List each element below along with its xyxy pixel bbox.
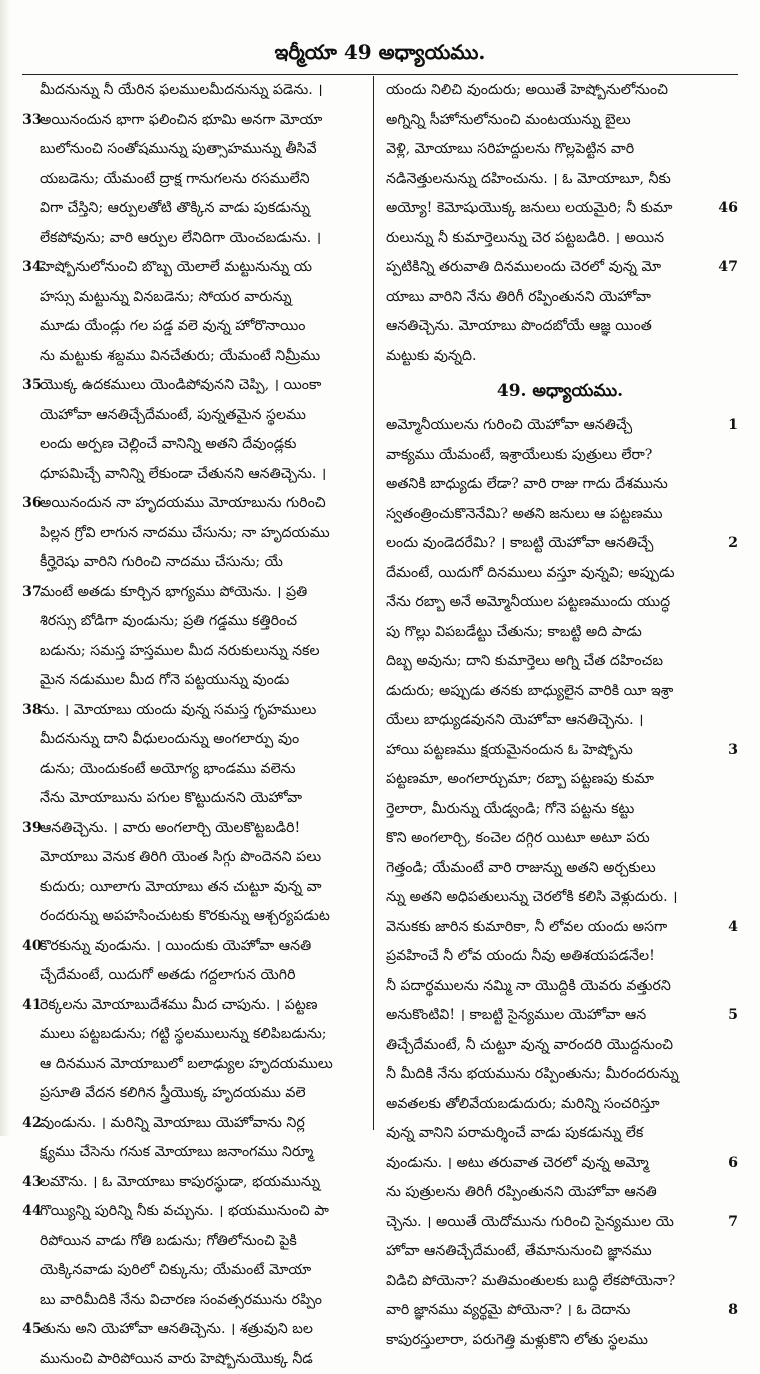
text-line (22, 1138, 366, 1168)
line-text: లమౌను. । ఓ మోయాబు కాపురస్థుడా, భయమున్ను (40, 1168, 366, 1198)
line-text: మీదనున్ను నీ యేరిన ఫలములమీదనున్ను పడెను. । (40, 76, 366, 106)
text-line (382, 441, 738, 471)
line-text: విగా చేస్తిని; ఆర్పులతోటి తొక్కిన వాడు పుకడున్ను (40, 194, 366, 224)
text-line (382, 135, 738, 165)
line-text: హాయి పట్టణము క్షయమైనందున ఓ హెష్బోను (386, 736, 718, 766)
line-text: వాక్యము యేమంటే, ఇశ్రాయేలుకు పుత్రులు లేరా? (386, 441, 718, 471)
line-text: అతనికి బాధ్యుడు లేడా? వారి రాజు గాదు దేశమును (386, 470, 718, 500)
text-line (22, 1256, 366, 1286)
line-text: గొయ్యిన్ని పురిన్ని నీకు వచ్చును. । భయమునుంచి పా (40, 1197, 366, 1227)
verse-number: 7 (728, 1208, 738, 1238)
line-text: పు గొల్లు విపబడేట్టు చేతును; కాబట్టి అది పాడు (386, 618, 718, 648)
verse-number: 37 (22, 578, 42, 608)
line-text: రెక్కలను మోయాబుదేశము మీద చాపును. । పట్టణ (40, 991, 366, 1021)
line-text: లేకపోవును; వారి ఆర్పుల లేనిదిగా యెంచబడును. । (40, 224, 366, 254)
text-line (22, 1227, 366, 1257)
text-line (22, 637, 366, 667)
text-line (382, 736, 738, 766)
line-text: గెత్తండి; యేమంటే వారి రాజున్ను అతని అర్చకులు (386, 854, 718, 884)
text-line (382, 1060, 738, 1090)
text-line (22, 1020, 366, 1050)
verse-number: 8 (728, 1296, 738, 1326)
text-line (22, 666, 366, 696)
verse-number: 36 (22, 489, 42, 519)
line-text: ములు పట్టబడును; గట్టి స్థలములున్ను కలిపిబడును; (40, 1020, 366, 1050)
text-line (22, 342, 366, 372)
line-text: యబడెను; యేమంటే ద్రాక్ష గానుగలను రసములేని (40, 165, 366, 195)
text-line (22, 873, 366, 903)
text-line (382, 1208, 738, 1238)
verse-number: 35 (22, 371, 42, 401)
line-text: బడును; సమస్త హస్తముల మీద నరుకులున్ను నకల (40, 637, 366, 667)
text-line (382, 1326, 738, 1356)
text-line (22, 1345, 366, 1374)
text-line (22, 725, 366, 755)
text-line (22, 696, 366, 726)
line-text: వున్న వానిని పరామర్శించే వాడు పుకడున్ను లేక (386, 1119, 718, 1149)
text-line (382, 588, 738, 618)
text-line (22, 135, 366, 165)
text-line (382, 618, 738, 648)
verse-number: 46 (718, 194, 738, 224)
line-text: న్ను అతని అధిపతులున్ను చెరలోకి కలిసి వెళ్లుదురు. । (386, 883, 718, 913)
line-text: బు వారిమీదికి నేను విచారణ సంవత్సరమును రప్పిం (40, 1286, 366, 1316)
line-text: మట్టుకు వున్నది. (386, 342, 718, 372)
right-column (382, 76, 738, 1130)
line-text: యందు నిలిచి వుందురు; అయితే హెష్బోనులోనుంచి (386, 76, 718, 106)
text-line (22, 1286, 366, 1316)
line-text: ను. । మోయాబు యందు వున్న సమస్త గృహములు (40, 696, 366, 726)
text-line (382, 76, 738, 106)
text-line (382, 1178, 738, 1208)
verse-number: 39 (22, 814, 42, 844)
line-text: అయినందున నా హృదయము మోయాబును గురించి (40, 489, 366, 519)
line-text: వెనుకకు జారిన కుమారికా, నీ లోవల యందు అసగా (386, 913, 718, 943)
verse-number: 44 (22, 1197, 42, 1227)
text-line (22, 784, 366, 814)
line-text: కాపురస్తులారా, పరుగెత్తి మళ్లుకొని లోతు స్థలము (386, 1326, 718, 1356)
scripture-page (22, 30, 738, 1130)
verse-number: 2 (728, 529, 738, 559)
text-line (382, 1149, 738, 1179)
verse-number: 5 (728, 1001, 738, 1031)
text-line (382, 972, 738, 1002)
line-text: అనుకొంటివి! । కాబట్టి సైన్యముల యెహోవా ఆన (386, 1001, 718, 1031)
text-line (22, 902, 366, 932)
line-text: ను మట్టుకు శబ్దము వినచేతురు; యేమంటే నిమ్రీము (40, 342, 366, 372)
text-line (22, 165, 366, 195)
line-text: రిపోయిన వాడు గోతి బడును; గోతిలోనుంచి పైకి (40, 1227, 366, 1257)
line-text: మీదనున్ను దాని వీధులందున్ను అంగలార్పు వుం (40, 725, 366, 755)
text-line (382, 224, 738, 254)
line-text: నీ మీదికి నేను భయమును రప్పింతును; మీరందరున్ను (386, 1060, 718, 1090)
line-text: ను పుత్రులను తిరిగీ రప్పింతునని యెహోవా ఆనతి (386, 1178, 718, 1208)
line-text: రులున్ను నీ కుమార్తెలున్ను చెర పట్టబడిరి. । అయిన (386, 224, 718, 254)
text-line (382, 942, 738, 972)
line-text: కుదురు; యీలాగు మోయాబు తన చుట్టూ వున్న వా (40, 873, 366, 903)
text-line (22, 283, 366, 313)
line-text: శిరస్సు బోడిగా వుండును; ప్రతి గడ్డము కత్తిరించ (40, 607, 366, 637)
text-line (382, 470, 738, 500)
column-divider (373, 76, 374, 1130)
line-text: ప్రవహించే నీ లోవ యందు నీవు అతిశయపడనేల! (386, 942, 718, 972)
line-text: చ్చేదేమంటే, యిదుగో అతడు గద్దలాగున యెగిరి (40, 961, 366, 991)
verse-number: 3 (728, 736, 738, 766)
text-line (382, 883, 738, 913)
text-line (22, 489, 366, 519)
line-text: కీర్హెరెషు వారిని గురించి నాదము చేసును; యే (40, 548, 366, 578)
line-text: నేను రబ్బా అనే అమ్మోనీయుల పట్టణముందు యుద్ధ (386, 588, 718, 618)
line-text: ప్రసూతి వేదన కలిగిన స్త్రీయొక్క హృదయము వలె (40, 1079, 366, 1109)
text-line (382, 824, 738, 854)
line-text: లందు అర్పణ చెల్లించే వానిన్ని అతని దేవుండ్లకు (40, 430, 366, 460)
line-text: దిబ్బ అవును; దాని కుమార్తెలు అగ్ని చేత దహించబ (386, 647, 718, 677)
text-line (22, 961, 366, 991)
line-text: తును అని యెహోవా ఆనతిచ్చెను. । శత్రువుని బల (40, 1315, 366, 1345)
text-line (382, 1001, 738, 1031)
line-text: మైన నడుముల మీద గోనె పట్టయున్ను వుండు (40, 666, 366, 696)
text-line (382, 1237, 738, 1267)
text-line (382, 1296, 738, 1326)
line-text: వెళ్లి, మోయాబు సరిహద్దులను గొల్లపెట్టిన వారి (386, 135, 718, 165)
text-line (22, 548, 366, 578)
text-line (22, 1315, 366, 1345)
verse-number: 47 (718, 253, 738, 283)
text-line (22, 1197, 366, 1227)
verse-number: 1 (728, 411, 738, 441)
verse-number: 33 (22, 106, 42, 136)
verse-number: 42 (22, 1109, 42, 1139)
line-text: యాబు వారిని నేను తిరిగీ రప్పింతునని యెహోవా (386, 283, 718, 313)
verse-number: 6 (728, 1149, 738, 1179)
page-header: ఇర్మీయా 49 అధ్యాయము. (22, 30, 738, 75)
verse-number: 45 (22, 1315, 42, 1345)
line-text: అగ్నిన్ని సీహోనులోనుంచి మంటయున్ను బైలు (386, 106, 718, 136)
text-line (22, 253, 366, 283)
right-column-top (382, 76, 738, 371)
verse-number: 41 (22, 991, 42, 1021)
text-line (382, 795, 738, 825)
two-column-body (22, 76, 738, 1130)
text-line (382, 1119, 738, 1149)
line-text: ఆనతిచ్చెను. । వారు అంగలార్చి యెలకొట్టబడిరి! (40, 814, 366, 844)
chapter-heading: 49. అధ్యాయము. (382, 371, 738, 411)
line-text: కొని అంగలార్చి, కంచెల దగ్గిర యిటూ అటూ పరు (386, 824, 718, 854)
line-text: యొక్క ఉదకములు యెండిపోవునని చెప్పి, । యింకా (40, 371, 366, 401)
text-line (22, 991, 366, 1021)
text-line (382, 677, 738, 707)
text-line (22, 312, 366, 342)
line-text: విడిచి పోయెనా? మతిమంతులకు బుద్ధి లేకపోయెనా? (386, 1267, 718, 1297)
text-line (22, 1168, 366, 1198)
line-text: రందరున్ను అపహసించుటకు కొరకున్ను ఆశ్చర్యపడుట (40, 902, 366, 932)
line-text: ఆ దినమున మోయాబులో బలాఢ్యుల హృదయములు (40, 1050, 366, 1080)
text-line (382, 411, 738, 441)
text-line (22, 430, 366, 460)
right-column-bottom (382, 411, 738, 1355)
text-line (22, 755, 366, 785)
line-text: మూడు యేండ్లు గల పడ్డ వలె వున్న హోరొనాయిం (40, 312, 366, 342)
line-text: డును; యెందుకంటే అయోగ్య భాండము వలెను (40, 755, 366, 785)
text-line (22, 371, 366, 401)
text-line (22, 106, 366, 136)
text-line (382, 854, 738, 884)
line-text: పిల్లన గ్రోవి లాగున నాదము చేసును; నా హృదయము (40, 519, 366, 549)
line-text: వారి జ్ఞానము వ్యర్థమై పోయెనా? । ఓ దెదాను (386, 1296, 718, 1326)
verse-number: 38 (22, 696, 42, 726)
line-text: వుండును. । అటు తరువాత చెరలో వున్న అమ్మో (386, 1149, 718, 1179)
text-line (382, 765, 738, 795)
line-text: హోవా ఆనతిచ్చేదేమంటే, తేమానునుంచి జ్ఞానము (386, 1237, 718, 1267)
text-line (22, 460, 366, 490)
line-text: దేమంటే, యిదుగో దినములు వస్తూ వున్నవి; అప్పుడు (386, 559, 718, 589)
line-text: స్వతంత్రించుకొనెనేమి? అతని జనులు ఆ పట్టణము (386, 500, 718, 530)
text-line (22, 932, 366, 962)
text-line (382, 194, 738, 224)
line-text: నీ పదార్థములను నమ్మి నా యొద్దికి యెవరు వత్తురని (386, 972, 718, 1002)
line-text: నేను మోయాబును పగుల కొట్టుదునని యెహోవా (40, 784, 366, 814)
verse-number: 40 (22, 932, 42, 962)
line-text: మునుంచి పారిపోయిన వారు హెష్బోనుయొక్క నీడ (40, 1345, 366, 1374)
line-text: అయినందున భాగా ఫలించిన భూమి అనగా మోయా (40, 106, 366, 136)
line-text: నడినెత్తులనున్ను దహించును. । ఓ మోయాబూ, నీకు (386, 165, 718, 195)
line-text: హస్సు మట్టున్ను వినబడెను; సోయర వారున్ను (40, 283, 366, 313)
text-line (22, 519, 366, 549)
text-line (382, 706, 738, 736)
verse-number: 4 (728, 913, 738, 943)
text-line (382, 342, 738, 372)
left-column (22, 76, 366, 1130)
line-text: ర్తెలారా, మీరున్ను యేడ్వండి; గోనె పట్టను కట్టు (386, 795, 718, 825)
page-binding-shadow (0, 0, 10, 1136)
text-line (22, 578, 366, 608)
line-text: పట్టణమా, అంగలార్చుమా; రబ్బా పట్టణపు కుమా (386, 765, 718, 795)
text-line (382, 165, 738, 195)
line-text: డుదురు; అప్పుడు తనకు బాధ్యులైన వారికి యీ ఇశ్రా (386, 677, 718, 707)
text-line (22, 1050, 366, 1080)
text-line (22, 76, 366, 106)
verse-number: 34 (22, 253, 42, 283)
line-text: మోయాబు వెనుక తిరిగి యెంత సిగ్గు పొందెనని పలు (40, 843, 366, 873)
text-line (22, 194, 366, 224)
line-text: కొరకున్ను వుండును. । యిందుకు యెహోవా ఆనతి (40, 932, 366, 962)
text-line (382, 529, 738, 559)
line-text: క్ష్యము చేసెను గనుక మోయాబు జనాంగము నిర్మూ (40, 1138, 366, 1168)
line-text: ధూపమిచ్చే వానిన్ని లేకుండా చేతునని ఆనతిచ్చెను. । (40, 460, 366, 490)
line-text: యెహోవా ఆనతిచ్చేదేమంటే, పున్నతమైన స్థలము (40, 401, 366, 431)
text-line (382, 647, 738, 677)
line-text: యెక్కినవాడు పురిలో చిక్కును; యేమంటే మోయా (40, 1256, 366, 1286)
text-line (22, 814, 366, 844)
text-line (22, 843, 366, 873)
text-line (382, 913, 738, 943)
text-line (22, 1079, 366, 1109)
line-text: లందు వుండెదరేమి? । కాబట్టి యెహోవా ఆనతిచ్చే (386, 529, 718, 559)
text-line (382, 1090, 738, 1120)
text-line (382, 559, 738, 589)
text-line (22, 1109, 366, 1139)
text-line (22, 224, 366, 254)
text-line (22, 607, 366, 637)
line-text: తిచ్చేదేమంటే, నీ చుట్టూ వున్న వారందరి యొద్దనుంచి (386, 1031, 718, 1061)
line-text: చ్చెను. । అయితే యెదోమును గురించి సైన్యముల యె (386, 1208, 718, 1238)
text-line (382, 1031, 738, 1061)
text-line (382, 253, 738, 283)
text-line (382, 500, 738, 530)
text-line (22, 401, 366, 431)
line-text: ఆనతిచ్చెను. మోయాబు పొందబోయే ఆజ్ఞ యింత (386, 312, 718, 342)
line-text: బులోనుంచి సంతోషమున్ను పుత్సాహమున్ను తీసివే (40, 135, 366, 165)
text-line (382, 1267, 738, 1297)
line-text: ప్పటికిన్ని తరువాతి దినములందు చెరలో వున్న మో (386, 253, 718, 283)
line-text: అవతలకు తోలివేయబడుదురు; మరిన్ని సంచరిస్తూ (386, 1090, 718, 1120)
line-text: అయ్యో! కెమోషుయొక్క జనులు లయమైరి; నీ కుమా (386, 194, 718, 224)
line-text: హెష్బోనులోనుంచి బొబ్బ యెలాలే మట్టునున్ను య (40, 253, 366, 283)
verse-number: 43 (22, 1168, 42, 1198)
line-text: అమ్మోనీయులను గురించి యెహోవా ఆనతిచ్చే (386, 411, 718, 441)
text-line (382, 283, 738, 313)
line-text: మంటే అతడు కూర్చిన భాగ్యము పోయెను. । ప్రతి (40, 578, 366, 608)
text-line (382, 106, 738, 136)
text-line (382, 312, 738, 342)
line-text: యేలు బాధ్యుడవునని యెహోవా ఆనతిచ్చెను. । (386, 706, 718, 736)
line-text: వుండును. । మరిన్ని మోయాబు యెహోవాను నిర్ల (40, 1109, 366, 1139)
